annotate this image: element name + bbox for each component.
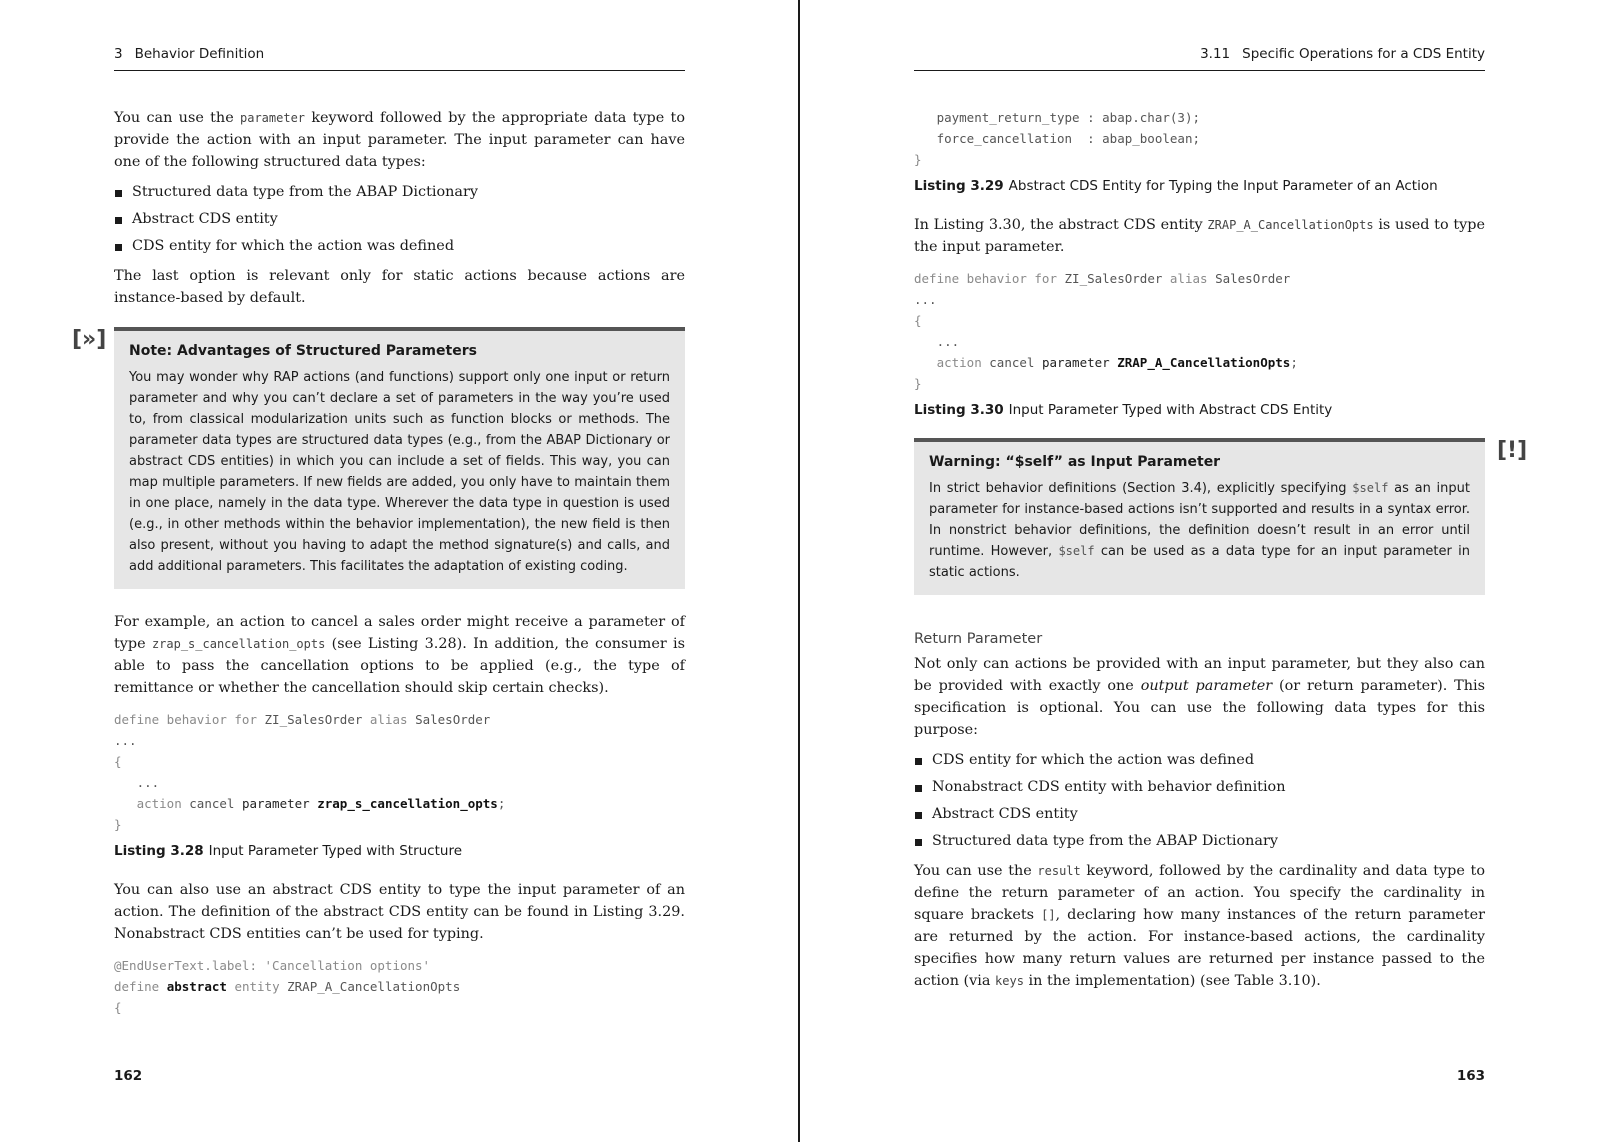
last-option-paragraph: The last option is relevant only for static actions because actions are instance-based by default. <box>114 268 685 306</box>
inline-code: keys <box>995 974 1024 988</box>
listing-3-29-code: @EndUserText.label: 'Cancellation options' define abstract entity ZRAP_A_CancellationOpts { <box>114 958 461 1015</box>
listing-caption: Listing 3.30 Input Parameter Typed with Abstract CDS Entity <box>914 402 1333 418</box>
page-number: 162 <box>114 1068 143 1084</box>
page-number: 163 <box>1456 1068 1485 1084</box>
return-parameter-heading: Return Parameter <box>914 631 1043 647</box>
note-box <box>72 327 685 589</box>
listing-caption: Listing 3.28 Input Parameter Typed with Structure <box>114 843 463 859</box>
example-paragraph: For example, an action to cancel a sales order might receive a parameter of type zrap_s_cancellation_opts (see Listing 3.28). In addition, the consumer is able to pass the cancellation options to be applied (e.g., the type of remittance or whether the cancellation should skip certain checks). <box>114 614 685 696</box>
inline-code: result <box>1037 864 1081 878</box>
left-page <box>72 0 685 1142</box>
inline-code: parameter <box>240 111 306 125</box>
note-text: You may wonder why RAP actions (and functions) support only one input or return parameter and why you can’t declare a set of parameters in the way you’re used to, from classical modularization units such as function blocks or methods. The parameter data types are structured data types (e.g., from the ABAP Dictionary or abstract CDS entities) in which you can include a set of fields. This way, you can map multiple parameters. If new fields are added, you only have to maintain them in one place, namely in the data type. Wherever the data type in question is used (e.g., in other methods within the behavior implementation), the new field is then also present, without you having to adapt the method signature(s) and calls, and add additional parameters. This facilitates the adaptation of existing coding. <box>129 370 670 574</box>
right-content <box>914 107 1528 1002</box>
section-number: 3.11 <box>1200 46 1231 62</box>
intro-paragraph: You can use the parameter keyword followed by the appropriate data type to provide the action with an input parameter. The input parameter can have one of the following structured data types: <box>114 110 685 170</box>
chapter-number: 3 <box>114 46 123 62</box>
running-header <box>114 46 685 71</box>
bullet-square-icon <box>115 244 122 251</box>
list-item: Structured data type from the ABAP Dictionary <box>914 832 1485 851</box>
abstract-paragraph: You can also use an abstract CDS entity to type the input parameter of an action. The definition of the abstract CDS entity can be found in Listing 3.29. Nonabstract CDS entities can’t be used for typing. <box>114 882 685 942</box>
note-arrows-icon: [»] <box>72 327 107 352</box>
listing-3-30-intro-paragraph: In Listing 3.30, the abstract CDS entity ZRAP_A_CancellationOpts is used to type the input parameter. <box>914 217 1485 255</box>
warning-box <box>914 438 1528 595</box>
return-type-list <box>914 751 1485 851</box>
warning-text: In strict behavior definitions (Section 3.4), explicitly specifying $self as an input parameter for instance-based actions isn’t supported and results in a syntax error. In nonstrict behavior definitions, the definition doesn’t result in an error until runtime. However, $self can be used as a data type for an input parameter in static actions. <box>929 481 1471 580</box>
listing-3-30-code: define behavior for ZI_SalesOrder alias SalesOrder ... { ... action cancel parameter ZRAP_A_CancellationOpts; } <box>914 271 1298 391</box>
running-header <box>914 46 1485 71</box>
chapter-title: Behavior Definition <box>134 46 265 62</box>
list-item: Structured data type from the ABAP Dictionary <box>114 183 685 202</box>
list-item: Nonabstract CDS entity with behavior definition <box>914 778 1485 797</box>
bullet-square-icon <box>915 839 922 846</box>
inline-code: [] <box>1041 908 1056 922</box>
listing-caption: Listing 3.29 Abstract CDS Entity for Typing the Input Parameter of an Action <box>914 178 1438 194</box>
list-item: CDS entity for which the action was defined <box>914 751 1485 770</box>
warning-title: Warning: “$self” as Input Parameter <box>929 454 1221 470</box>
right-page <box>914 0 1528 1142</box>
note-title: Note: Advantages of Structured Parameters <box>129 343 477 359</box>
return-paragraph: Not only can actions be provided with an input parameter, but they also can be provided with exactly one output parameter (or return parameter). This specification is optional. You can use the following data types for this purpose: <box>914 656 1485 738</box>
warning-exclamation-icon: [!] <box>1497 438 1528 463</box>
book-spine <box>798 0 800 1142</box>
inline-code: zrap_s_cancellation_opts <box>151 637 326 651</box>
result-paragraph: You can use the result keyword, followed by the cardinality and data type to define the return parameter of an action. You specify the cardinality in square brackets [], declaring how many instances of the return parameter are returned by the action. For instance-based actions, the cardinality specifies how many return values are returned per instance passed to the action (via keys in the implementation) (see Table 3.10). <box>914 863 1485 989</box>
listing-3-28-code: define behavior for ZI_SalesOrder alias SalesOrder ... { ... action cancel parameter zrap_s_cancellation_opts; } <box>114 712 506 832</box>
inline-code: ZRAP_A_CancellationOpts <box>1207 218 1374 232</box>
listing-3-29-continued-code: payment_return_type : abap.char(3); force_cancellation : abap_boolean; } <box>914 110 1200 167</box>
bullet-square-icon <box>115 190 122 197</box>
list-item: CDS entity for which the action was defined <box>114 237 685 256</box>
section-title: Specific Operations for a CDS Entity <box>1242 46 1485 62</box>
bullet-square-icon <box>915 812 922 819</box>
bullet-square-icon <box>915 758 922 765</box>
bullet-square-icon <box>915 785 922 792</box>
list-item: Abstract CDS entity <box>914 805 1485 824</box>
bullet-square-icon <box>115 217 122 224</box>
left-content <box>72 107 685 1026</box>
input-type-list <box>114 183 685 256</box>
list-item: Abstract CDS entity <box>114 210 685 229</box>
